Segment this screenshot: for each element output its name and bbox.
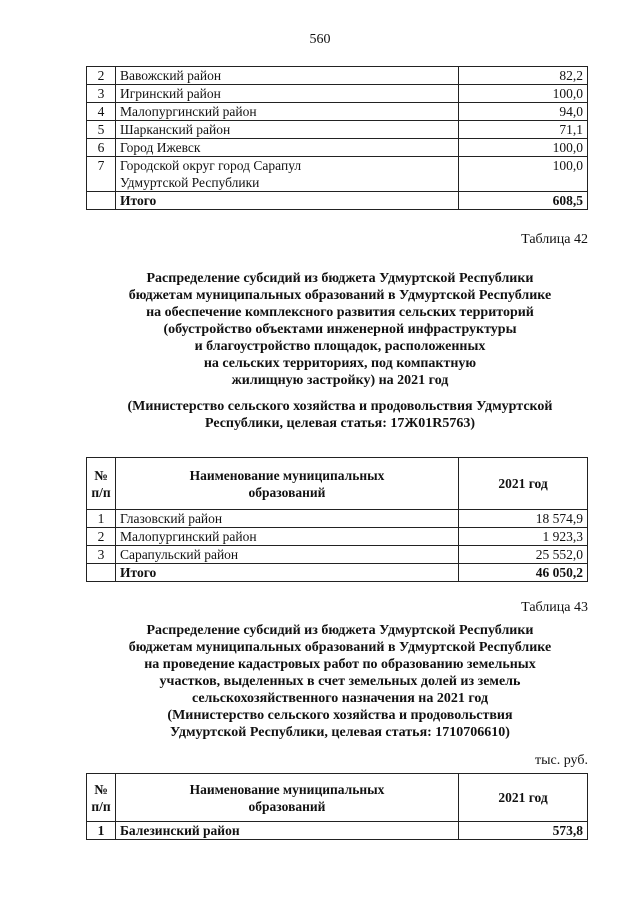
row-name: Малопургинский район	[116, 103, 459, 121]
row-number: 6	[87, 139, 116, 157]
row-number-empty	[87, 192, 116, 210]
units-label: тыс. руб.	[535, 753, 588, 768]
total-label: Итого	[116, 192, 459, 210]
total-value: 608,5	[459, 192, 588, 210]
header-name: Наименование муниципальных образований	[116, 458, 459, 510]
total-value: 46 050,2	[459, 564, 588, 582]
row-name: Шарканский район	[116, 121, 459, 139]
header-year: 2021 год	[459, 458, 588, 510]
row-value: 100,0	[459, 139, 588, 157]
row-number: 4	[87, 103, 116, 121]
table-title-43: Распределение субсидий из бюджета Удмуртской Республики бюджетам муниципальных образований в Удмуртской Республике на проведение кадастровых работ по образованию земельных участков, выделенных в счет земельных долей из земель сельскохозяйственного назначения на 2021 год (Министерство сельского хозяйства и продовольствия Удмуртской Республики, целевая статья: 1710706610)	[128, 623, 552, 740]
table-row	[87, 103, 588, 121]
table-42	[86, 457, 588, 582]
page-number: 560	[309, 32, 331, 47]
table-row	[87, 139, 588, 157]
row-value: 18 574,9	[459, 510, 588, 528]
table-row	[87, 85, 588, 103]
row-name: Городской округ город Сарапул Удмуртской Республики	[116, 157, 459, 192]
row-value: 94,0	[459, 103, 588, 121]
row-name: Вавожский район	[116, 67, 459, 85]
row-number-empty	[87, 564, 116, 582]
row-value: 573,8	[459, 822, 588, 840]
table-continuation	[86, 66, 588, 210]
table-row	[87, 67, 588, 85]
table-title-42: Распределение субсидий из бюджета Удмуртской Республики бюджетам муниципальных образований в Удмуртской Республике на обеспечение комплексного развития сельских территорий (обустройство объектами инженерной инфраструктуры и благоустройство площадок, расположенных на сельских территориях, под компактную жилищную застройку) на 2021 год	[128, 271, 552, 388]
row-number: 2	[87, 67, 116, 85]
table-43	[86, 773, 588, 840]
total-label: Итого	[116, 564, 459, 582]
row-value: 1 923,3	[459, 528, 588, 546]
table-row	[87, 822, 588, 840]
table-subtitle-42: (Министерство сельского хозяйства и продовольствия Удмуртской Республики, целевая статья: 17Ж01R5763)	[127, 399, 553, 431]
row-name: Малопургинский район	[116, 528, 459, 546]
row-number: 3	[87, 546, 116, 564]
header-number: № п/п	[87, 458, 116, 510]
row-name: Балезинский район	[116, 822, 459, 840]
row-value: 71,1	[459, 121, 588, 139]
row-name: Глазовский район	[116, 510, 459, 528]
row-value: 100,0	[459, 85, 588, 103]
row-name: Игринский район	[116, 85, 459, 103]
header-number: № п/п	[87, 774, 116, 822]
table-row	[87, 546, 588, 564]
row-number: 2	[87, 528, 116, 546]
table-total-row	[87, 564, 588, 582]
row-number: 3	[87, 85, 116, 103]
row-name: Сарапульский район	[116, 546, 459, 564]
table-caption-43: Таблица 43	[521, 600, 588, 615]
row-number: 1	[87, 510, 116, 528]
table-row	[87, 528, 588, 546]
table-header-row	[87, 458, 588, 510]
row-number: 7	[87, 157, 116, 192]
row-number: 5	[87, 121, 116, 139]
table-total-row	[87, 192, 588, 210]
table-caption-42: Таблица 42	[521, 232, 588, 247]
table-row	[87, 121, 588, 139]
row-name: Город Ижевск	[116, 139, 459, 157]
header-name: Наименование муниципальных образований	[116, 774, 459, 822]
table-header-row	[87, 774, 588, 822]
row-value: 82,2	[459, 67, 588, 85]
table-row	[87, 510, 588, 528]
row-number: 1	[87, 822, 116, 840]
row-value: 100,0	[459, 157, 588, 192]
header-year: 2021 год	[459, 774, 588, 822]
row-value: 25 552,0	[459, 546, 588, 564]
table-row	[87, 157, 588, 192]
